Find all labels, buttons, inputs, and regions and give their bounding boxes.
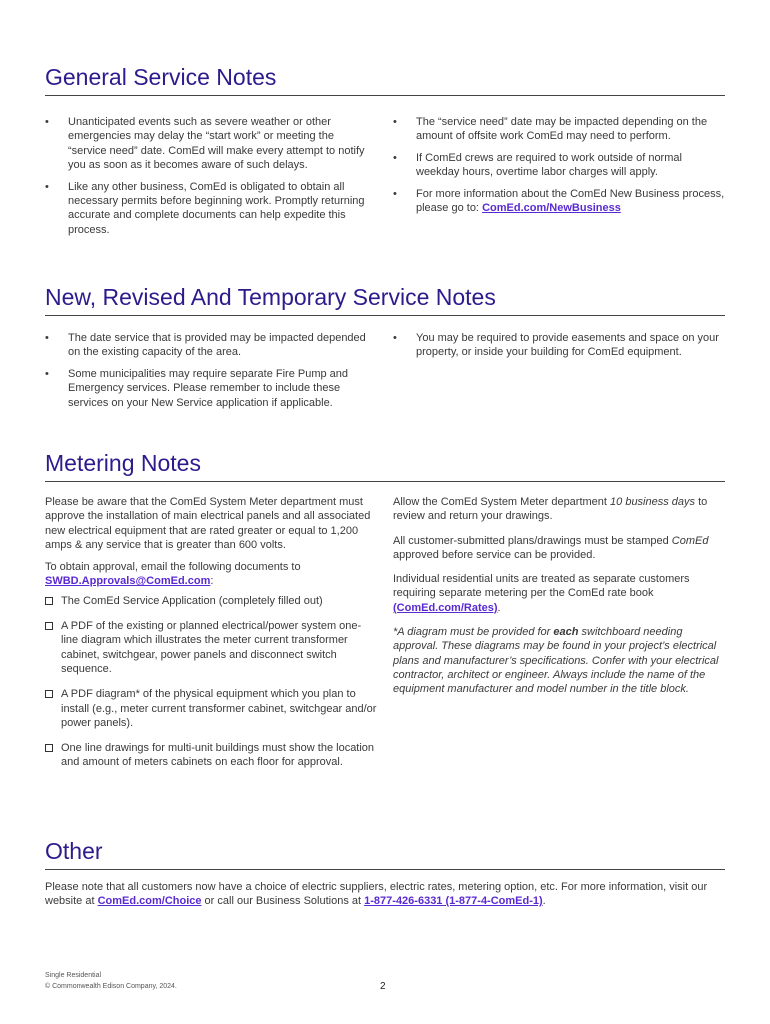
rates-link[interactable]: (ComEd.com/Rates) (393, 601, 498, 614)
email-instructions: To obtain approval, email the following documents to SWBD.Approvals@ComEd.com: (45, 561, 301, 588)
general-notes-title: General Service Notes (45, 64, 725, 96)
choice-link[interactable]: ComEd.com/Choice (97, 895, 202, 908)
checklist-item: The ComEd Service Application (completely filled out) (45, 594, 377, 608)
metering-left-column (45, 495, 377, 781)
checkbox-icon (45, 744, 53, 752)
metering-notes-title: Metering Notes (45, 450, 725, 482)
list-item: • The date service that is provided may be impacted depended on the existing capacity of the area. (45, 331, 377, 360)
stamp-note: All customer-submitted plans/drawings must be stamped ComEd approved before service can be provided. (393, 534, 709, 561)
checkbox-icon (45, 622, 53, 630)
checklist-item: A PDF diagram* of the physical equipment which you plan to install (e.g., meter current transformer cabinet, switchgear and/or power panels). (45, 687, 377, 730)
list-item: • Some municipalities may require separate Fire Pump and Emergency services. Please remember to include these services on your New Service application if applicable. (45, 367, 377, 410)
list-item: • The “service need” date may be impacted depending on the amount of offsite work ComEd may need to perform. (393, 115, 725, 144)
review-time-note: Allow the ComEd System Meter department 10 business days to review and return your drawings. (393, 496, 708, 523)
list-item: • Unanticipated events such as severe weather or other emergencies may delay the “start work” or meeting the “service need” date. ComEd will make every attempt to notify you as soon as it becomes aware of such delays. (45, 115, 375, 172)
other-paragraph: Please note that all customers now have a choice of electric suppliers, electric rates, metering option, etc. For more information, visit our website at ComEd.com/Choice or call our Business Solutions at 1-877-426-6331 (1-877-4-ComEd-1). (45, 881, 708, 908)
metering-right-column (393, 495, 725, 705)
list-item: • Like any other business, ComEd is obligated to obtain all necessary permits before beginning work. Promptly returning accurate and complete documents can help expedite this process. (45, 180, 375, 237)
list-item: • If ComEd crews are required to work outside of normal weekday hours, overtime labor charges will apply. (393, 151, 725, 180)
footer-doc-type: Single Residential (45, 972, 102, 979)
page-number: 2 (380, 981, 386, 992)
new-service-right-column (393, 331, 728, 367)
list-item: • For more information about the ComEd New Business process, please go to: ComEd.com/NewBusiness (393, 187, 725, 216)
checklist-item: One line drawings for multi-unit buildings must show the location and amount of meters cabinets on each floor for approval. (45, 741, 377, 770)
checkbox-icon (45, 690, 53, 698)
other-title: Other (45, 838, 725, 870)
general-notes-right-column (393, 115, 725, 223)
new-service-left-column (45, 331, 377, 417)
footer (45, 970, 177, 992)
checkbox-icon (45, 597, 53, 605)
new-business-link[interactable]: ComEd.com/NewBusiness (482, 202, 621, 215)
new-service-notes-title: New, Revised And Temporary Service Notes (45, 284, 725, 316)
metering-intro: Please be aware that the ComEd System Meter department must approve the installation of main electrical panels and all associated new electrical equipment that are rated greater or equal to 1,200 amps & any service that is greater than 600 volts. (45, 496, 371, 551)
approvals-email-link[interactable]: SWBD.Approvals@ComEd.com (45, 575, 211, 588)
diagram-note: *A diagram must be provided for each switchboard needing approval. These diagrams may be found in your project’s electrical plans and manufacturer’s specifications. Confer with your electrical contractor, architect or engineer. Always include the name of the equipment manufacturer and model number in the title block. (393, 626, 719, 696)
phone-link[interactable]: 1-877-426-6331 (1-877-4-ComEd-1) (364, 895, 543, 908)
residential-units-note: Individual residential units are treated as separate customers requiring separate metering per the ComEd rate book (ComEd.com/Rates). (393, 573, 690, 614)
general-notes-left-column (45, 115, 375, 244)
list-item: • You may be required to provide easements and space on your property, or inside your building for ComEd equipment. (393, 331, 728, 360)
checklist-item: A PDF of the existing or planned electrical/power system one-line diagram which illustrates the meter current transformer cabinet, switchgear, power panels and disconnect switch sequence. (45, 619, 377, 676)
footer-copyright: © Commonwealth Edison Company, 2024. (45, 983, 177, 990)
